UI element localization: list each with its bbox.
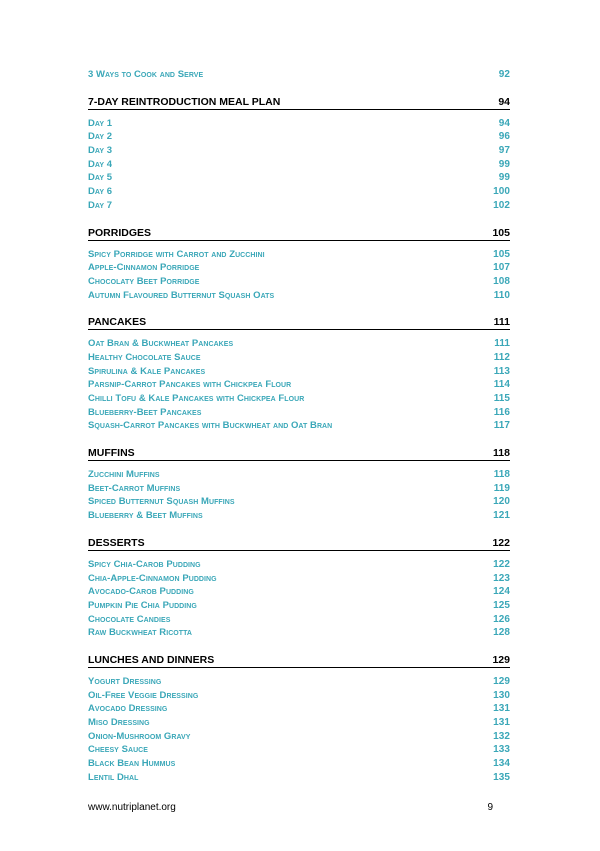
toc-page-number: 129 [492, 653, 510, 666]
footer-page-number: 9 [487, 802, 493, 813]
toc-page-number: 124 [493, 586, 510, 598]
toc-entry[interactable] [88, 248, 510, 262]
toc-title: Avocado-Carob Pudding [88, 586, 194, 598]
toc-page-number: 105 [492, 226, 510, 239]
toc-page-number: 116 [493, 406, 510, 418]
toc-entry[interactable] [88, 558, 510, 572]
toc-page-number: 130 [493, 689, 510, 701]
toc-entry[interactable] [88, 757, 510, 771]
toc-page-number: 131 [493, 703, 510, 715]
toc-page-number: 97 [498, 145, 510, 157]
toc-page-number: 114 [493, 379, 510, 391]
toc-title: DESSERTS [88, 536, 145, 549]
toc-page-number: 94 [498, 95, 510, 108]
toc-title: Chocolaty Beet Porridge [88, 275, 200, 287]
toc-entry[interactable] [88, 482, 510, 496]
toc-entry[interactable] [88, 771, 510, 785]
toc-page-number: 122 [492, 536, 510, 549]
toc-title: 7-DAY REINTRODUCTION MEAL PLAN [88, 95, 281, 108]
toc-entry[interactable] [88, 730, 510, 744]
toc-title: Cheesy Sauce [88, 744, 149, 756]
toc-title: Day 6 [88, 186, 113, 198]
toc-section-heading [88, 225, 510, 241]
table-of-contents [88, 68, 510, 784]
toc-entry[interactable] [88, 351, 510, 365]
toc-title: Squash-Carrot Pancakes with Buckwheat and Oat Bran [88, 420, 333, 432]
toc-title: PORRIDGES [88, 226, 152, 239]
toc-entry[interactable] [88, 117, 510, 131]
toc-title: Day 7 [88, 199, 113, 211]
toc-page-number: 99 [498, 172, 510, 184]
toc-title: Spicy Chia-Carob Pudding [88, 558, 201, 570]
toc-title: Onion-Mushroom Gravy [88, 730, 191, 742]
toc-page-number: 102 [493, 199, 510, 211]
toc-title: Autumn Flavoured Butternut Squash Oats [88, 289, 275, 301]
toc-entry[interactable] [88, 158, 510, 172]
toc-page-number: 108 [493, 275, 510, 287]
toc-page-number: 129 [493, 675, 510, 687]
page-footer [88, 802, 493, 813]
toc-entry[interactable] [88, 68, 510, 82]
toc-entry[interactable] [88, 365, 510, 379]
toc-title: Blueberry-Beet Pancakes [88, 406, 202, 418]
toc-entry[interactable] [88, 275, 510, 289]
toc-page-number: 94 [498, 117, 510, 129]
footer-url[interactable]: www.nutriplanet.org [88, 802, 176, 813]
toc-entry[interactable] [88, 468, 510, 482]
toc-page-number: 110 [493, 289, 510, 301]
toc-title: Pumpkin Pie Chia Pudding [88, 599, 197, 611]
toc-page-number: 132 [493, 730, 510, 742]
toc-page-number: 121 [493, 510, 510, 522]
toc-page-number: 134 [493, 758, 510, 770]
toc-section-heading [88, 652, 510, 668]
toc-title: Oil-Free Veggie Dressing [88, 689, 199, 701]
toc-title: MUFFINS [88, 447, 135, 460]
toc-entry[interactable] [88, 626, 510, 640]
toc-page-number: 120 [493, 496, 510, 508]
toc-page-number: 126 [493, 613, 510, 625]
toc-entry[interactable] [88, 702, 510, 716]
toc-entry[interactable] [88, 144, 510, 158]
toc-page-number: 111 [493, 316, 510, 329]
toc-title: Black Bean Hummus [88, 758, 176, 770]
toc-title: Chia-Apple-Cinnamon Pudding [88, 572, 217, 584]
toc-entry[interactable] [88, 185, 510, 199]
toc-entry[interactable] [88, 689, 510, 703]
toc-title: Day 3 [88, 145, 113, 157]
toc-title: Avocado Dressing [88, 703, 168, 715]
toc-entry[interactable] [88, 392, 510, 406]
toc-page-number: 99 [498, 158, 510, 170]
toc-page-number: 123 [493, 572, 510, 584]
toc-entry[interactable] [88, 585, 510, 599]
toc-page-number: 92 [498, 69, 510, 80]
toc-title: LUNCHES AND DINNERS [88, 653, 215, 666]
toc-entry[interactable] [88, 743, 510, 757]
toc-title: Day 5 [88, 172, 113, 184]
toc-entry[interactable] [88, 199, 510, 213]
toc-title: Day 1 [88, 117, 113, 129]
toc-entry[interactable] [88, 716, 510, 730]
toc-page-number: 115 [493, 393, 510, 404]
toc-title: Blueberry & Beet Muffins [88, 510, 203, 522]
toc-page-number: 105 [493, 248, 510, 260]
toc-title: Spirulina & Kale Pancakes [88, 365, 206, 377]
toc-title: PANCAKES [88, 316, 147, 329]
toc-entry[interactable] [88, 599, 510, 613]
toc-page-number: 111 [494, 338, 510, 350]
toc-section-heading [88, 94, 510, 110]
toc-entry[interactable] [88, 337, 510, 351]
toc-entry[interactable] [88, 171, 510, 185]
toc-title: Raw Buckwheat Ricotta [88, 627, 193, 639]
toc-entry[interactable] [88, 495, 510, 509]
toc-title: Oat Bran & Buckwheat Pancakes [88, 338, 234, 350]
toc-entry[interactable] [88, 509, 510, 523]
toc-page-number: 119 [493, 482, 510, 494]
toc-title: Healthy Chocolate Sauce [88, 351, 201, 363]
toc-title: Day 2 [88, 131, 113, 143]
toc-title: Parsnip-Carrot Pancakes with Chickpea Flour [88, 379, 292, 391]
toc-title: Apple-Cinnamon Porridge [88, 262, 200, 274]
toc-page-number: 107 [493, 262, 510, 274]
toc-title: Day 4 [88, 158, 113, 170]
toc-title: Miso Dressing [88, 717, 150, 728]
toc-page-number: 100 [493, 186, 510, 198]
toc-page-number: 131 [493, 717, 510, 728]
toc-page-number: 113 [493, 365, 510, 377]
toc-title: Zucchini Muffins [88, 469, 160, 481]
toc-entry[interactable] [88, 613, 510, 627]
toc-entry[interactable] [88, 419, 510, 433]
toc-page-number: 112 [493, 351, 510, 363]
toc-page-number: 122 [493, 558, 510, 570]
toc-title: Spiced Butternut Squash Muffins [88, 496, 235, 508]
toc-entry[interactable] [88, 130, 510, 144]
toc-page-number: 133 [493, 744, 510, 756]
toc-entry[interactable] [88, 572, 510, 586]
toc-title: Spicy Porridge with Carrot and Zucchini [88, 248, 265, 260]
toc-title: Chocolate Candies [88, 613, 171, 625]
toc-section-heading [88, 314, 510, 330]
toc-entry[interactable] [88, 289, 510, 303]
toc-page-number: 96 [498, 131, 510, 143]
toc-entry[interactable] [88, 261, 510, 275]
toc-page-number: 135 [493, 771, 510, 783]
toc-page-number: 118 [493, 447, 510, 460]
toc-section-heading [88, 535, 510, 551]
toc-entry[interactable] [88, 675, 510, 689]
toc-title: Chilli Tofu & Kale Pancakes with Chickpea Flour [88, 393, 305, 404]
toc-title: Lentil Dhal [88, 771, 139, 783]
toc-entry[interactable] [88, 406, 510, 420]
toc-page-number: 117 [493, 420, 510, 432]
toc-title: Yogurt Dressing [88, 675, 162, 687]
toc-page-number: 118 [493, 469, 510, 481]
toc-title: Beet-Carrot Muffins [88, 482, 181, 494]
toc-entry[interactable] [88, 378, 510, 392]
toc-title: 3 Ways to Cook and Serve [88, 69, 204, 80]
toc-page-number: 128 [493, 627, 510, 639]
toc-section-heading [88, 445, 510, 461]
toc-page-number: 125 [493, 599, 510, 611]
